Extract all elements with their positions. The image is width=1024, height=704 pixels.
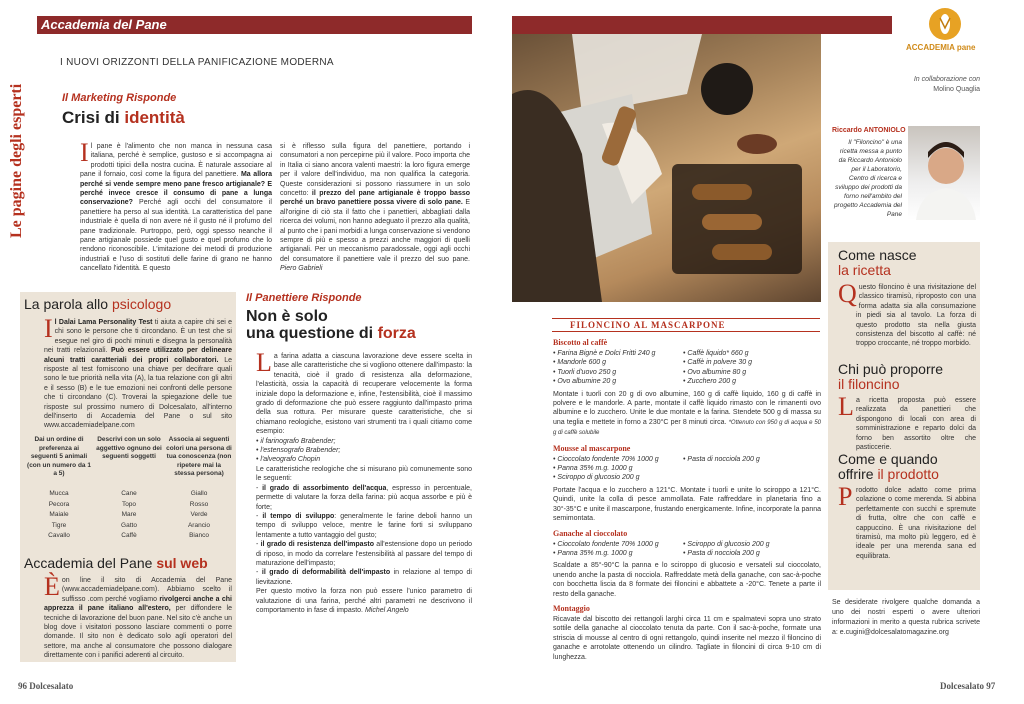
list-item: - il grado di assorbimento dell'acqua, espresso in percentuale, permette di valutare la forza della farina: più acqua assorbe e più è forte; xyxy=(256,484,472,511)
ingredient: • Cioccolato fondente 70% 1000 g xyxy=(553,540,659,548)
table-cell: Gatto xyxy=(121,521,137,529)
ingredient: • Caffè liquido* 660 g xyxy=(683,350,749,357)
ingredient: • Pasta di nocciola 200 g xyxy=(683,549,760,557)
header-bar-right xyxy=(512,16,892,34)
tool-item: • l'alveografo Chopin xyxy=(256,456,321,464)
table-cell: Mucca xyxy=(49,489,69,497)
table-header: Dai un ordine di preferenza ai seguenti 5 animali (con un numero da 1 a 5) xyxy=(27,436,91,478)
table-cell: Caffè xyxy=(121,532,137,540)
ingredient: • Panna 35% m.g. 1000 g xyxy=(553,465,633,473)
footer-right: Dolcesalato 97 xyxy=(940,681,996,691)
list-item: - il tempo di sviluppo: generalmente le farine deboli hanno un tempo di sviluppo veloce, mentre le farine forti si sviluppano lentamente a tutto vantaggio del gusto; xyxy=(256,512,472,539)
table-cell: Bianco xyxy=(189,532,209,540)
ingredient: • Farina Bignè e Dolci Fritti 240 g xyxy=(553,350,656,357)
ingredient: • Panna 35% m.g. 1000 g xyxy=(553,549,633,557)
q2-title: Chi può proporre il filoncino xyxy=(838,361,944,392)
author-photo xyxy=(908,126,980,220)
table-cell: Rosso xyxy=(189,500,209,508)
ingredient: • Sciroppo di glucosio 200 g xyxy=(553,474,640,482)
ingredient: • Zucchero 200 g xyxy=(683,378,737,386)
recipe-title-bar xyxy=(552,318,820,332)
footer-left: 96 Dolcesalato xyxy=(18,681,74,691)
page-number-right: 97 xyxy=(986,681,996,691)
main-photo xyxy=(512,34,821,302)
recipe-step: Portate l'acqua e lo zucchero a 121°C. Montate i tuorli e unite lo sciroppo a 121°C. Quindi, unite la colla di pesce ammollata. Fate raffreddare in planetaria fino a 30°-35°C e unite il mascarpone, frustando energicamente. Infine, incorporate la panna semimontata. xyxy=(553,486,821,523)
author-text: Il "Filoncino" è una ricetta messa a punto da Riccardo Antoniolo per il Laboratorio, Centro di ricerca e sviluppo dei prodotti da forno nell'ambito del progetto Accademia del Pane xyxy=(833,139,902,218)
recipe-section-title: Montaggio xyxy=(553,603,590,613)
table-cell: Maiale xyxy=(49,511,69,519)
q3-title: Come e quando offrire il prodotto xyxy=(838,451,939,482)
q2-text: La ricetta proposta può essere realizzata da panettieri che dispongono di locali con area di somministrazione e reparto dolci da forno ben assortito oltre che pasticcerie. xyxy=(838,392,976,452)
article1-col2: si è riflesso sulla figura del panettiere, portando i consumatori a non percepirne più il valore. Poco importa che in Italia ci siano ancora valenti maestri: la loro figura emerge per il valore dell'individuo, ma non qualifica la categoria. Queste considerazioni si possono riassumere in un solo concetto: il prezzo del pane artigianale è troppo basso perché un bravo panettiere possa vivere di solo pane. E all'origine di ciò sta il fatto che i panettieri, abbagliati dalla ricerca dei volumi, non hanno adeguato il prezzo alla qualità, al punto che i pani morbidi a lunga conservazione si vendono sempre di più e spesso a prezzi anche maggiori di quelli artigianali. Per un meccanismo paradossale, oggi agli occhi del consumatore il panettiere vale il prezzo del suo pane. Piero Gabrieli xyxy=(280,143,471,273)
author-name: Riccardo ANTONIOLO xyxy=(832,127,906,134)
ingredients xyxy=(553,455,821,483)
email-link[interactable]: e.cugini@dolcesalatomagazine.org xyxy=(839,629,949,636)
ingredient: • Ovo albumine 20 g xyxy=(553,378,617,386)
table-cell: Pecora xyxy=(48,500,70,508)
article2-title: Non è solo una questione di forza xyxy=(246,308,416,342)
article1-title xyxy=(62,108,185,128)
academy-logo xyxy=(900,6,990,58)
article1-title-red: identità xyxy=(124,108,185,127)
q3-text: Prodotto dolce adatto come prima colazione o come merenda. Si abbina perfettamente con succhi e spremute di frutta, oltre che con caffè e cappuccino. È una rivisitazione del tiramisù, ma molto più leggero, ed è ideale per una merenda sana ed equilibrata. xyxy=(838,482,976,560)
recipe-body xyxy=(553,337,821,662)
table-cell: Cane xyxy=(121,489,137,497)
recipe-title: FILONCINO AL MASCARPONE xyxy=(570,320,726,330)
ingredient: • Pasta di nocciola 200 g xyxy=(683,455,760,463)
list-item: - il grado di resistenza dell'impasto all'estensione dopo un periodo di riposo, in modo da correlare l'estensibilità al passare del tempo di maturazione dell'impasto; xyxy=(256,541,473,567)
recipe-section-title: Mousse al mascarpone xyxy=(553,443,631,453)
table-cell: Giallo xyxy=(190,489,208,497)
recipe-step: Ricavate dal biscotto dei rettangoli larghi circa 11 cm e spalmatevi sopra uno strato sottile della ganache al cioccolato tenuta da parte. Con il sac-à-poche, formate una striscia di mousse al centro di ogni rettangolo, quindi inserite nel mezzo il filoncino di ganache e arrotolate ottenendo un cilindro. Tagliate in filoncini di circa 9-10 cm di lunghezza. xyxy=(553,615,821,661)
header-title: Accademia del Pane xyxy=(41,17,167,32)
web-text: Èon line il sito di Accademia del Pane (www.accademiadelpane.com). Abbiamo scelto il suffisso .com perché vogliamo rivolgerci anche a chi apprezza il pane italiano all'estero, per diffondere le tecniche di lavorazione del buon pane. Nel sito c'è anche un blog dove i visitatori possono lasciare commenti o porre domande. Il sito non è dedicato solo agli operatori del settore, ma anche al consumatore che possono dialogare direttamente con i panifici aderenti al circuito. xyxy=(44,572,232,660)
table-cell: Tigre xyxy=(51,521,67,529)
table-cell: Topo xyxy=(121,500,137,508)
recipe-section-title: Ganache al cioccolato xyxy=(553,528,628,538)
contact-text: Se desiderate rivolgere qualche domanda a uno dei nostri esperti o avere ulteriori informazioni in merito a questa rubrica scrivete a: e.cugini@dolcesalatomagazine.org xyxy=(832,599,980,636)
psicologo-text: Il Dalai Lama Personality Test ti aiuta a capire chi sei e chi sono le persone che ti circondano. È un test che si esegue nel giro di pochi minuti e disegna la personalità nei tratti relazionali. Può essere utilizzato per delineare alcuni tratti caratteriali dei propri collaboratori. Le risposte al test forniscono una chiave per decifrare quali sono le tue priorità nella vita (A), la tua relazione con gli altri e il sesso (B) e le tue emozioni nei confronti delle persone che ti circondano (C). Troverai la spiegazione delle tue risposte sul prossimo numero di Dolcesalato, all'interno dell'inserto di Accademia del Pane o sul sito www.accademiadelpane.com xyxy=(44,314,233,430)
ingredient: • Cioccolato fondente 70% 1000 g xyxy=(553,455,659,463)
list-item: - il grado di deformabilità dell'impasto in relazione al tempo di lievitazione. xyxy=(256,569,472,586)
psicologo-table xyxy=(24,436,234,542)
tiramisu-photo-illustration xyxy=(512,34,821,302)
tool-item: • il farinografo Brabender; xyxy=(256,437,336,445)
ingredient: • Mandorle 600 g xyxy=(553,359,607,367)
table-header: Descrivi con un solo aggettivo ognuno dei seguenti soggetti xyxy=(96,436,162,461)
ingredients xyxy=(553,349,821,387)
article1-col1: Il pane è l'alimento che non manca in nessuna casa italiana, perché è semplice, gustoso e si accompagna ai prodotti tipici della nostra cucina. È naturale associare al pane il fornaio, così come la figura del panettiere. Ma allora perché si vende sempre meno pane fresco artigianale? E perché invece cresce il consumo di pane a lunga conservazione? Perché agli occhi del consumatore il panettiere ha perso al sua identità. La caratteristica del pane industriale è quella di non avere né il gusto né il profumo del pane tradizionale. Purtroppo, però, oggi spesso neanche il pane artigianale possiede quel gusto e quel profumo che lo rendono riconoscibile. L'imitazione dei metodi di produzione industriali e l'uso di sostituti delle farine di grano ne hanno cancellato l'identità. E questo xyxy=(80,138,272,273)
q1-title: Come nasce la ricetta xyxy=(838,247,917,278)
table-header: Associa ai seguenti colori una persona di tua conoscenza (non ripetere mai la stessa persona) xyxy=(166,436,232,478)
article1-kicker: Il Marketing Risponde xyxy=(62,92,177,104)
side-label: Le pagine degli esperti xyxy=(8,83,25,238)
q1-text: Questo filoncino è una rivisitazione del classico tiramisù, riproposto con una forma adatta sia alla consumazione in piedi sia al tavolo. La forza di questo prodotto sta nella giusta consistenza del biscotto al caffè: né troppo croccante, né troppo morbido. xyxy=(838,279,976,348)
article2-kicker: Il Panettiere Risponde xyxy=(246,292,362,304)
ingredient: • Caffè in polvere 30 g xyxy=(683,359,752,367)
ingredient: • Tuorli d'uovo 250 g xyxy=(553,368,617,376)
dropcap-i2: I xyxy=(44,314,53,343)
table-cell: Arancio xyxy=(187,521,211,529)
table-cell: Mare xyxy=(121,511,137,519)
ingredients xyxy=(553,540,821,559)
tool-item: • l'estensografo Brabender; xyxy=(256,447,341,455)
section-title: I NUOVI ORIZZONTI DELLA PANIFICAZIONE MODERNA xyxy=(60,57,334,68)
header-bar xyxy=(37,16,472,34)
table-cell: Cavallo xyxy=(48,532,70,540)
dropcap-l: L xyxy=(256,348,272,377)
page-number-left: 96 xyxy=(18,681,27,691)
collab: In collaborazione con Molino Quaglia xyxy=(913,76,980,93)
article2-body: La farina adatta a ciascuna lavorazione deve essere scelta in base alle caratteristiche che si vogliono ottenere dall'impasto: la tenacità, cioè il grado di resistenza alla deformazione, l'elasticità, ossia la capacità di recuperare velocemente la forma iniziale dopo la deformazione e, infine, l'estensibilità, cioè il massimo grado di deformazione che può essere raggiunto dall'impasto prima della sua rottura. Per misurare queste caratteristiche, che si chiamano reologiche, esistono vari strumenti tra i quali citiamo come esempio: • il farinografo Brabender; • l'estensografo Brabender; • l'alveografo Chopin Le caratteristiche reologiche che si misurano più comunemente sono le seguenti: - il grado di assorbimento dell'acqua, espresso in percentuale, permette di valutare la forza della farina: più acqua assorbe e più è forte; - il tempo di sviluppo: generalmente le farine deboli hanno un tempo di sviluppo veloce, mentre le farine forti si sviluppano lentamente a tutto vantaggio del gusto; - il grado di resistenza dell'impasto all'estensione dopo un periodo di riposo, in modo da correlare l'estensibilità al passare del tempo di maturazione dell'impasto; - il grado di deformabilità dell'impasto in relazione al tempo di lievitazione. Per questo motivo la forza non può essere l'unico parametro di valutazione di una farina, perché altri parametri ne descrivono il comportamento in fase di impasto. Michel Angelo xyxy=(256,348,473,614)
web-title: Accademia del Pane sul web xyxy=(24,555,208,571)
dropcap-p: P xyxy=(838,482,853,511)
dropcap-e: È xyxy=(44,572,60,601)
psicologo-title: La parola allo psicologo xyxy=(24,296,172,312)
article1-title-plain: Crisi di xyxy=(62,108,125,127)
ingredient: • Ovo albumine 80 g xyxy=(683,368,747,376)
dropcap-q: Q xyxy=(838,279,857,308)
recipe-section-title: Biscotto al caffè xyxy=(553,338,608,347)
recipe-step: Montate i tuorli con 20 g di ovo albumine, 160 g di caffè liquido, 160 g di caffè in polvere e le mandorle. A parte, montate il caffè liquido rimasto con le rimanenti ovo albumine e lo zucchero. Unite le due montate e la farina. Stendete 500 g di massa su una teglia e mettete in forno a 230°C per 8 minuti circa. *Ottenuto con 950 g di acqua e 50 g di caffè solubile xyxy=(553,390,821,437)
ingredient: • Sciroppo di glucosio 200 g xyxy=(683,540,770,548)
chef-portrait-icon xyxy=(908,126,980,220)
dropcap-l2: L xyxy=(838,392,854,421)
recipe-step: Scaldate a 85°-90°C la panna e lo sciroppo di glucosio e versateli sul cioccolato, unendo anche la pasta di nocciola. Raffreddate metà della ganache, con sac-à-poche con bocchetta liscia da 8 formate dei filoncini e abbattete a -20°C. Tenete a parte il resto della ganache. xyxy=(553,562,821,598)
logo-text: ACCADEMIA pane xyxy=(906,43,976,52)
table-cell: Verde xyxy=(190,511,208,519)
dropcap-i: I xyxy=(80,138,89,167)
